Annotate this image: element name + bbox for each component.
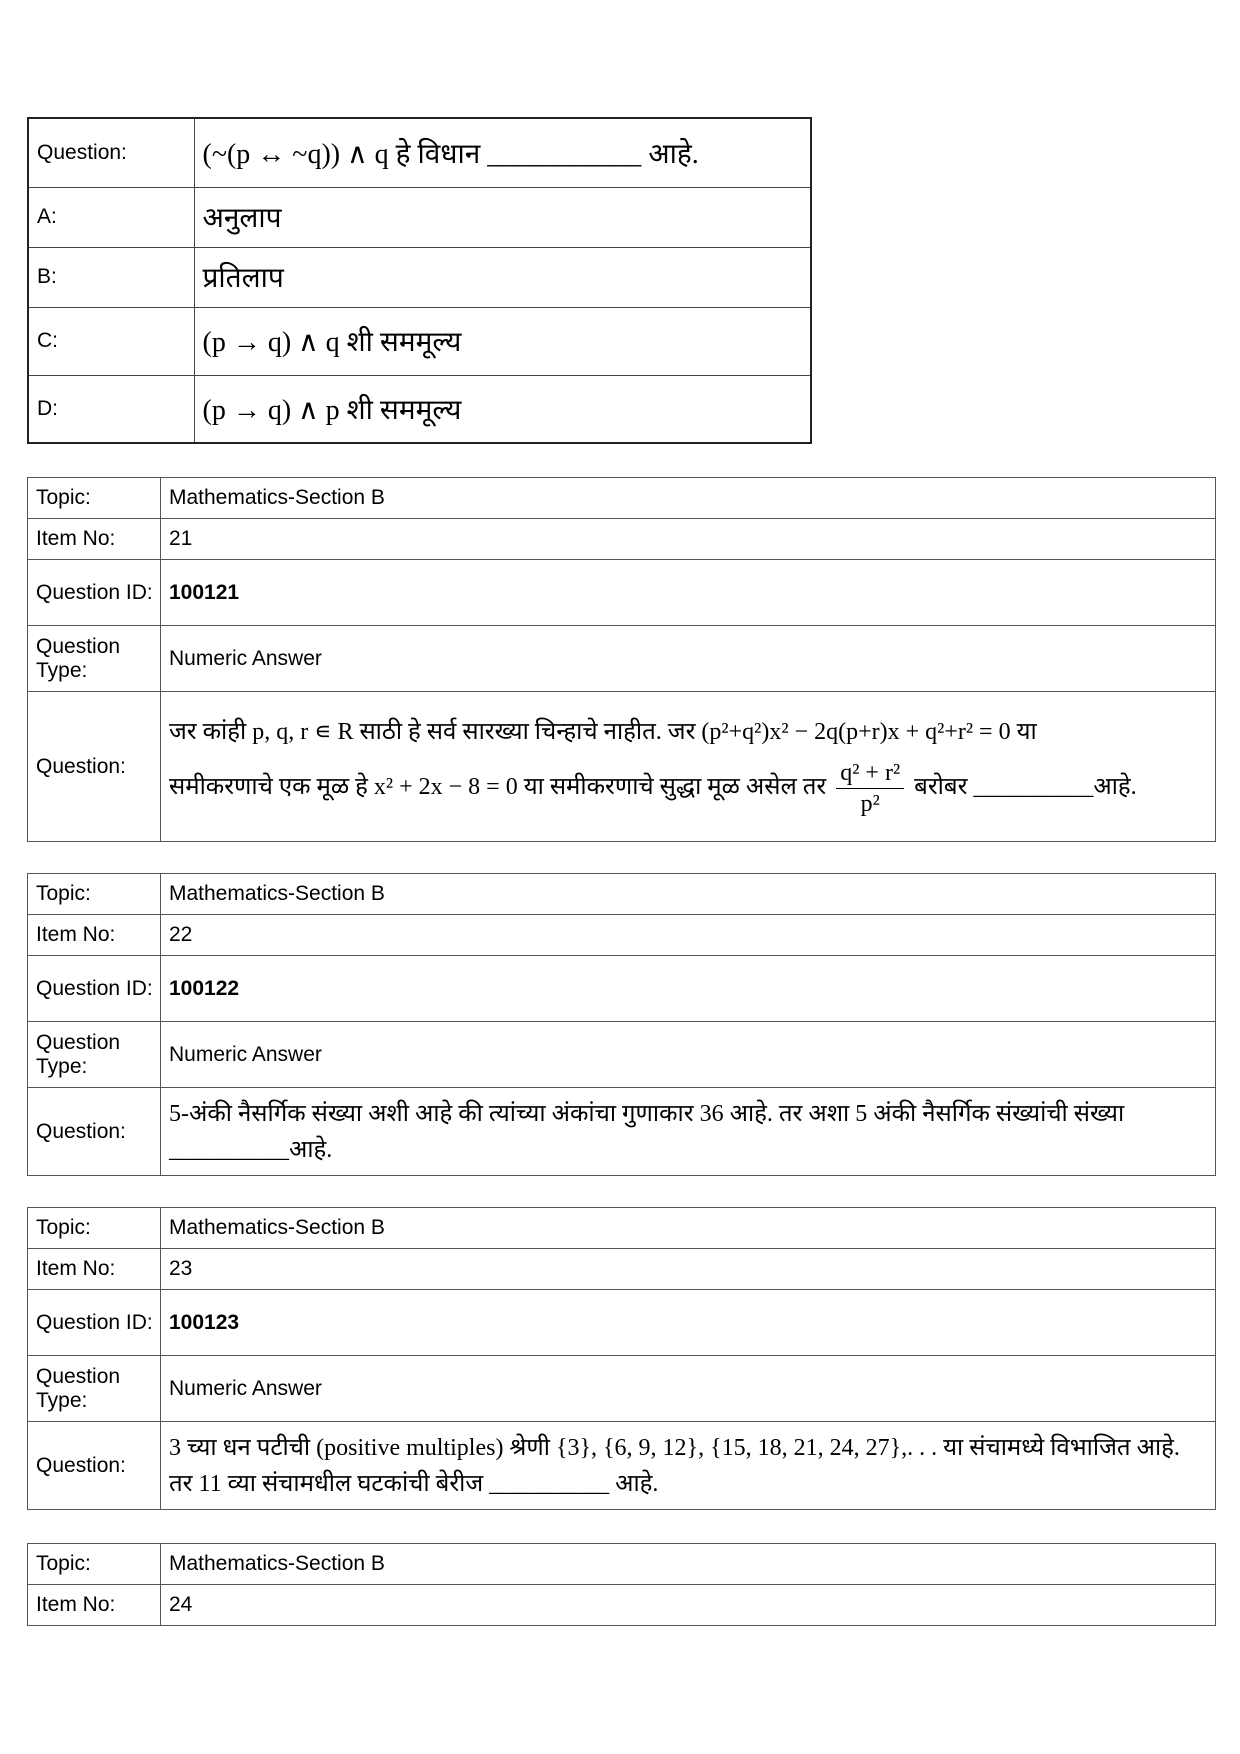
option-c-label: C: xyxy=(28,307,194,375)
option-b-label: B: xyxy=(28,247,194,307)
prev-question-row xyxy=(28,118,811,187)
topic-value: Mathematics-Section B xyxy=(161,1544,1216,1585)
question-line-1: जर कांही p, q, r ∊ R साठी हे सर्व सारख्या चिन्हाचे नाहीत. जर (p²+q²)x² − 2q(p+r)x + q²+r² = 0 या xyxy=(169,719,1037,745)
item-no-value: 22 xyxy=(161,915,1216,956)
item-no-value: 23 xyxy=(161,1249,1216,1290)
option-a-row xyxy=(28,187,811,247)
question-id-label: Question ID: xyxy=(28,956,161,1022)
question-id-value: 100121 xyxy=(161,560,1216,626)
question-type-value: Numeric Answer xyxy=(161,1022,1216,1088)
prev-question-text: (~(p ↔ ~q)) ∧ q हे विधान ___________ आहे. xyxy=(194,118,811,187)
option-b-row xyxy=(28,247,811,307)
topic-label: Topic: xyxy=(28,478,161,519)
question-id-row xyxy=(28,560,1216,626)
question-id-label: Question ID: xyxy=(28,1290,161,1356)
option-c-text: (p → q) ∧ q शी सममूल्य xyxy=(194,307,811,375)
option-a-label: A: xyxy=(28,187,194,247)
option-b-text: प्रतिलाप xyxy=(194,247,811,307)
option-d-label: D: xyxy=(28,375,194,443)
option-d-text: (p → q) ∧ p शी सममूल्य xyxy=(194,375,811,443)
fraction xyxy=(836,758,904,819)
question-label: Question: xyxy=(28,1422,161,1510)
item-no-label: Item No: xyxy=(28,1249,161,1290)
question-label: Question: xyxy=(28,692,161,842)
topic-row xyxy=(28,1208,1216,1249)
question-id-row xyxy=(28,956,1216,1022)
question-label: Question: xyxy=(28,118,194,187)
question-row xyxy=(28,692,1216,842)
question-type-label: Question Type: xyxy=(28,1356,161,1422)
item-23-table xyxy=(27,1207,1216,1510)
question-line-2 xyxy=(169,758,1205,819)
question-id-row xyxy=(28,1290,1216,1356)
question-id-value: 100122 xyxy=(161,956,1216,1022)
question-type-row xyxy=(28,626,1216,692)
item-no-row xyxy=(28,519,1216,560)
question-row xyxy=(28,1422,1216,1510)
topic-label: Topic: xyxy=(28,1544,161,1585)
topic-label: Topic: xyxy=(28,1208,161,1249)
item-no-label: Item No: xyxy=(28,519,161,560)
option-d-row xyxy=(28,375,811,443)
prev-question-table xyxy=(27,117,812,444)
item-no-value: 21 xyxy=(161,519,1216,560)
topic-row xyxy=(28,874,1216,915)
item-21-table xyxy=(27,477,1216,842)
topic-value: Mathematics-Section B xyxy=(161,478,1216,519)
item-no-value: 24 xyxy=(161,1585,1216,1626)
question-line-2b: बरोबर __________आहे. xyxy=(914,774,1137,801)
topic-value: Mathematics-Section B xyxy=(161,874,1216,915)
topic-row xyxy=(28,478,1216,519)
question-text: 5-अंकी नैसर्गिक संख्या अशी आहे की त्यांच्या अंकांचा गुणाकार 36 आहे. तर अशा 5 अंकी नैसर्गिक संख्यांची संख्या __________आहे. xyxy=(161,1088,1216,1176)
item-24-table xyxy=(27,1543,1216,1626)
item-no-label: Item No: xyxy=(28,915,161,956)
option-a-text: अनुलाप xyxy=(194,187,811,247)
item-no-row xyxy=(28,1585,1216,1626)
question-type-row xyxy=(28,1022,1216,1088)
item-no-row xyxy=(28,915,1216,956)
question-type-label: Question Type: xyxy=(28,1022,161,1088)
item-22-table xyxy=(27,873,1216,1176)
question-type-label: Question Type: xyxy=(28,626,161,692)
question-text: 3 च्या धन पटीची (positive multiples) श्रेणी {3}, {6, 9, 12}, {15, 18, 21, 24, 27},. . . या संचामध्ये विभाजित आहे. तर 11 व्या संचामधील घटकांची बेरीज __________ आहे. xyxy=(161,1422,1216,1510)
question-type-value: Numeric Answer xyxy=(161,626,1216,692)
question-type-value: Numeric Answer xyxy=(161,1356,1216,1422)
topic-value: Mathematics-Section B xyxy=(161,1208,1216,1249)
topic-label: Topic: xyxy=(28,874,161,915)
fraction-numerator: q² + r² xyxy=(836,758,904,789)
topic-row xyxy=(28,1544,1216,1585)
question-label: Question: xyxy=(28,1088,161,1176)
question-text xyxy=(161,692,1216,842)
fraction-denominator: p² xyxy=(860,791,880,817)
item-no-label: Item No: xyxy=(28,1585,161,1626)
item-no-row xyxy=(28,1249,1216,1290)
question-type-row xyxy=(28,1356,1216,1422)
question-line-2a: समीकरणाचे एक मूळ हे x² + 2x − 8 = 0 या समीकरणाचे सुद्धा मूळ असेल तर xyxy=(169,774,827,801)
question-row xyxy=(28,1088,1216,1176)
question-id-label: Question ID: xyxy=(28,560,161,626)
question-id-value: 100123 xyxy=(161,1290,1216,1356)
option-c-row xyxy=(28,307,811,375)
